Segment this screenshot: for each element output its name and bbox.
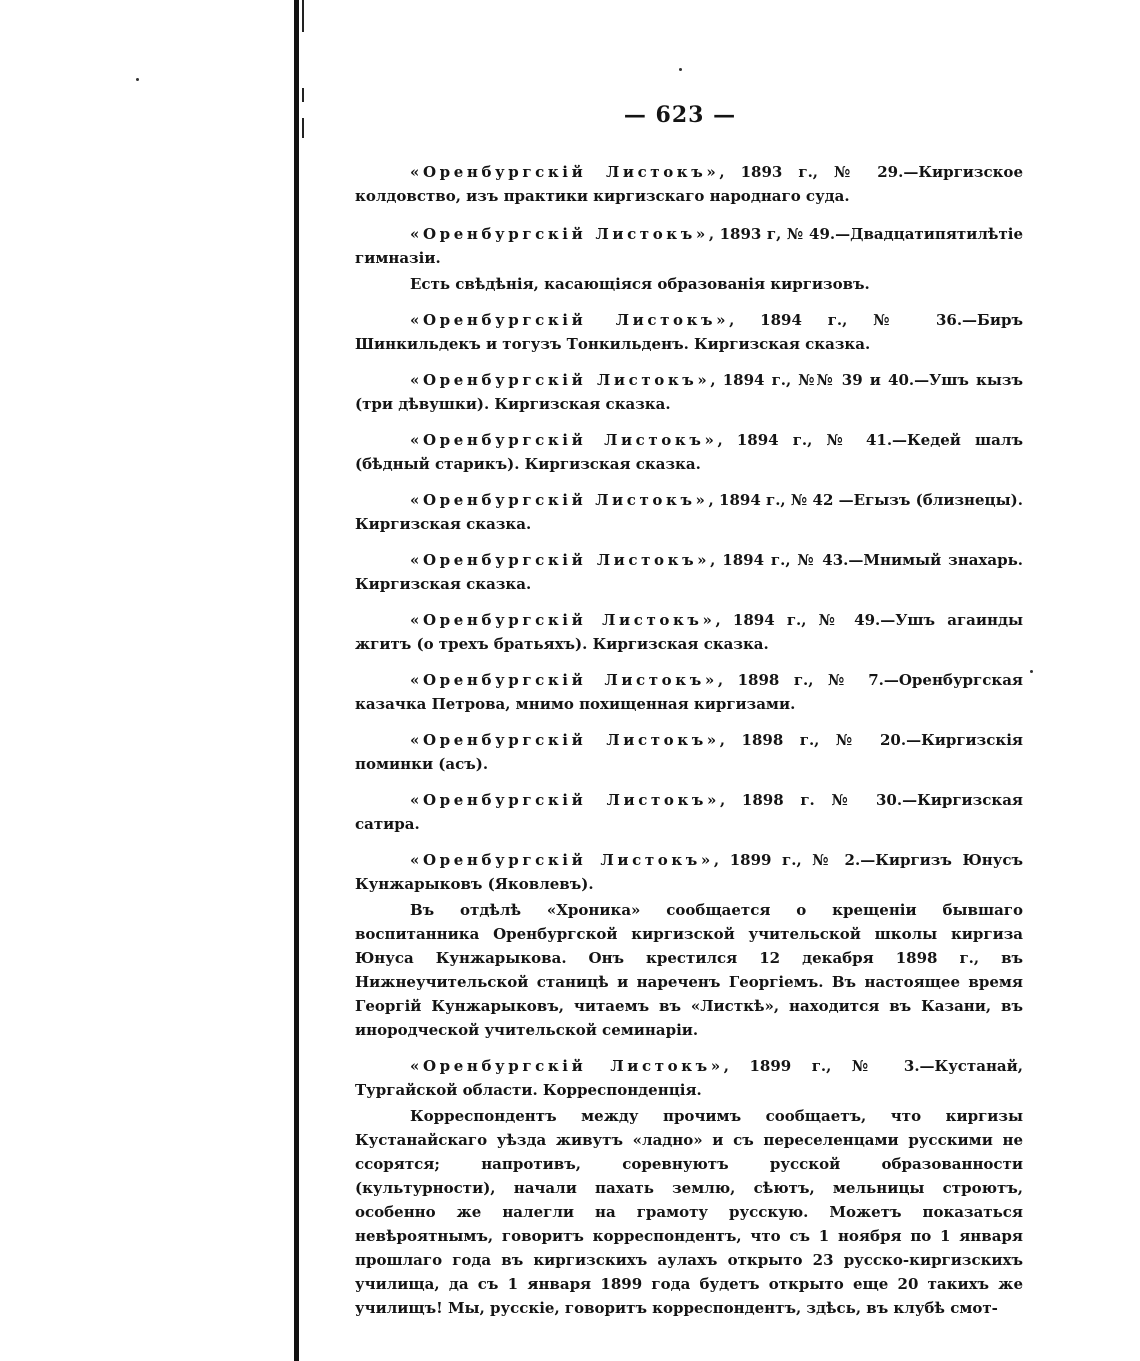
binding-mark — [302, 118, 304, 138]
entry-source: «Оренбургскій Листокъ» — [410, 431, 718, 449]
bibliography-entry — [355, 1054, 1023, 1102]
entry-citation: , 1894 г., №№ 39 и 40.—Ушъ кызъ (три дѣвушки). Киргизская сказка. — [355, 371, 1023, 413]
entry-source: «Оренбургскій Листокъ» — [410, 491, 709, 509]
scan-speck — [136, 78, 139, 81]
entry-citation: , 1898 г., № 7.—Оренбургская казачка Петрова, мнимо похищенная киргизами. — [355, 671, 1023, 713]
scan-speck — [1030, 670, 1033, 673]
entry-source: «Оренбургскій Листокъ» — [410, 851, 714, 869]
bibliography-entry — [355, 368, 1023, 416]
entry-source: «Оренбургскій Листокъ» — [410, 791, 720, 809]
bibliography-text — [355, 160, 1023, 1332]
bibliography-entry — [355, 428, 1023, 476]
entry-source: «Оренбургскій Листокъ» — [410, 225, 709, 243]
bibliography-entry — [355, 848, 1023, 896]
entry-source: «Оренбургскій Листокъ» — [410, 371, 711, 389]
entry-citation: , 1899 г., № 3.—Кустанай, Тургайской области. Корреспонденція. — [355, 1057, 1023, 1099]
binding-mark — [302, 88, 304, 102]
scan-speck — [679, 68, 682, 71]
bibliography-entry — [355, 160, 1023, 208]
entry-citation: , 1893 г, № 49.—Двадцатипятилѣтіе гимназіи. — [355, 225, 1023, 267]
entry-source: «Оренбургскій Листокъ» — [410, 163, 720, 181]
entry-citation: , 1894 г., № 49.—Ушъ агаинды жгитъ (о трехъ братьяхъ). Киргизская сказка. — [355, 611, 1023, 653]
entry-source: «Оренбургскій Листокъ» — [410, 671, 718, 689]
bibliography-entry — [355, 608, 1023, 656]
bibliography-entry — [355, 788, 1023, 836]
bibliography-entry — [355, 728, 1023, 776]
entry-citation: , 1894 г., № 42 —Егызъ (близнецы). Киргизская сказка. — [355, 491, 1023, 533]
entry-citation: , 1894 г., № 36.—Биръ Шинкильдекъ и тогузъ Тонкильденъ. Киргизская сказка. — [355, 311, 1023, 353]
entry-note: Есть свѣдѣнія, касающіяся образованія киргизовъ. — [410, 275, 870, 293]
entry-citation: , 1899 г., № 2.—Киргизъ Юнусъ Кунжарыковъ (Яковлевъ). — [355, 851, 1023, 893]
bibliography-entry — [355, 548, 1023, 596]
bibliography-entry — [355, 308, 1023, 356]
entry-source: «Оренбургскій Листокъ» — [410, 731, 720, 749]
bibliography-entry — [355, 668, 1023, 716]
entry-citation: , 1893 г., № 29.—Киргизское колдовство, изъ практики киргизскаго народнаго суда. — [355, 163, 1023, 205]
entry-source: «Оренбургскій Листокъ» — [410, 551, 711, 569]
page-number: — 623 — — [623, 102, 737, 128]
binding-edge-line — [294, 0, 299, 1361]
binding-mark — [302, 0, 304, 32]
entry-citation: , 1898 г., № 20.—Киргизскія поминки (асъ). — [355, 731, 1023, 773]
entry-note: Корреспондентъ между прочимъ сообщаетъ, что киргизы Кустанайскаго уѣзда живутъ «ладно» и съ переселенцами русскими не ссорятся; напротивъ, соревнуютъ русской образованности (культурности), начали пахать землю, сѣютъ, мельницы строютъ, особенно же налегли на грамоту русскую. Можетъ показаться невѣроятнымъ, говоритъ корреспондентъ, что съ 1 ноября по 1 января прошлаго года въ киргизскихъ аулахъ открыто 23 русско-киргизскихъ училища, да съ 1 января 1899 года будетъ открыто еще 20 такихъ же училищъ! Мы, русскіе, говоритъ корреспондентъ, здѣсь, въ клубѣ смот- — [355, 1107, 1023, 1317]
entry-source: «Оренбургскій Листокъ» — [410, 611, 716, 629]
entry-source: «Оренбургскій Листокъ» — [410, 1057, 724, 1075]
bibliography-entry — [355, 488, 1023, 536]
entry-citation: , 1894 г., № 41.—Кедей шалъ (бѣдный старикъ). Киргизская сказка. — [355, 431, 1023, 473]
entry-citation: , 1894 г., № 43.—Мнимый знахарь. Киргизская сказка. — [355, 551, 1023, 593]
entry-note: Въ отдѣлѣ «Хроника» сообщается о крещеніи бывшаго воспитанника Оренбургской киргизской учительской школы киргиза Юнуса Кунжарыкова. Онъ крестился 12 декабря 1898 г., въ Нижнеучительской станицѣ и нареченъ Георгіемъ. Въ настоящее время Георгій Кунжарыковъ, читаемъ въ «Листкѣ», находится въ Казани, въ инородческой учительской семинаріи. — [355, 901, 1023, 1039]
bibliography-entry — [355, 222, 1023, 270]
entry-citation: , 1898 г. № 30.—Киргизская сатира. — [355, 791, 1023, 833]
entry-source: «Оренбургскій Листокъ» — [410, 311, 730, 329]
